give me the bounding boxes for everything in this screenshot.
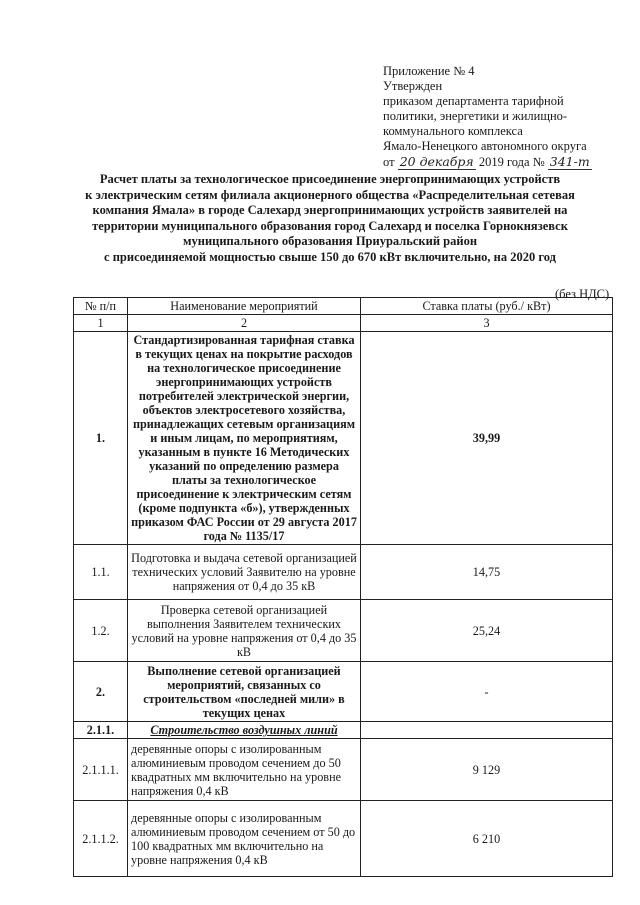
vat-note: (без НДС) bbox=[555, 287, 610, 301]
row-rate: 6 210 bbox=[361, 801, 613, 877]
approval-line: коммунального комплекса bbox=[383, 124, 523, 138]
approved-label: Утвержден bbox=[383, 79, 443, 93]
column-numbers-row bbox=[74, 315, 613, 332]
row-number: 1. bbox=[74, 332, 128, 545]
rates-table bbox=[73, 297, 613, 877]
row-number: 2.1.1. bbox=[74, 722, 128, 739]
title-line: компания Ямала» в городе Салехард энергопринимающих устройств заявителей на bbox=[92, 203, 568, 217]
header-number: № п/п bbox=[74, 298, 128, 315]
approval-line: политики, энергетики и жилищно- bbox=[383, 109, 568, 123]
row-name: Стандартизированная тарифная ставка в текущих ценах на покрытие расходов на технологическое присоединение энергопринимающих устройств потребителей электрической энергии, объектов электросетевого хозяйства, принадлежащих сетевым организациям и иным лицам, по мероприятиям, указанным в пункте 16 Методических указаний по определению размера платы за технологическое присоединение к электрическим сетям (кроме подпункта «б»), утвержденных приказом ФАС России от 29 августа 2017 года № 1135/17 bbox=[128, 332, 361, 545]
approval-line: приказом департамента тарифной bbox=[383, 94, 564, 108]
row-rate: 39,99 bbox=[361, 332, 613, 545]
table-row bbox=[74, 739, 613, 801]
document-title bbox=[60, 172, 600, 265]
title-line: Расчет платы за технологическое присоединение энергопринимающих устройств bbox=[99, 172, 561, 186]
approval-block bbox=[383, 64, 633, 170]
row-name: Проверка сетевой организацией выполнения Заявителем технических условий на уровне напряжения от 0,4 до 35 кВ bbox=[128, 600, 361, 662]
row-number: 2.1.1.1. bbox=[74, 739, 128, 801]
table-row bbox=[74, 332, 613, 545]
table-header-row bbox=[74, 298, 613, 315]
row-number: 1.2. bbox=[74, 600, 128, 662]
table-row bbox=[74, 662, 613, 722]
title-line: с присоединяемой мощностью свыше 150 до 670 кВт включительно, на 2020 год bbox=[104, 249, 556, 264]
row-name: деревянные опоры с изолированным алюминиевым проводом сечением до 50 квадратных мм включительно на уровне напряжения 0,4 кВ bbox=[128, 739, 361, 801]
table-row bbox=[74, 801, 613, 877]
appendix-number: Приложение № 4 bbox=[383, 64, 475, 78]
table-row bbox=[74, 545, 613, 600]
column-number: 3 bbox=[361, 315, 613, 332]
handwritten-date: 20 декабря bbox=[399, 154, 474, 169]
handwritten-number: 341-т bbox=[549, 154, 590, 169]
row-name: Подготовка и выдача сетевой организацией технических условий Заявителю на уровне напряжения от 0,4 до 35 кВ bbox=[128, 545, 361, 600]
approval-line: Ямало-Ненецкого автономного округа bbox=[383, 139, 587, 153]
title-line: территории муниципального образования город Салехард и поселка Горнокнязевск bbox=[92, 218, 568, 233]
row-rate: 9 129 bbox=[361, 739, 613, 801]
column-number: 1 bbox=[74, 315, 128, 332]
column-number: 2 bbox=[128, 315, 361, 332]
row-number: 1.1. bbox=[74, 545, 128, 600]
row-number: 2.1.1.2. bbox=[74, 801, 128, 877]
row-rate: 14,75 bbox=[361, 545, 613, 600]
row-name: деревянные опоры с изолированным алюминиевым проводом сечением от 50 до 100 квадратных мм включительно на уровне напряжения 0,4 кВ bbox=[128, 801, 361, 877]
row-rate: 25,24 bbox=[361, 600, 613, 662]
row-number: 2. bbox=[74, 662, 128, 722]
row-rate: - bbox=[361, 662, 613, 722]
title-line: муниципального образования Приуральский район bbox=[182, 234, 478, 248]
date-prefix: от bbox=[383, 155, 395, 169]
header-rate: Ставка платы (руб./ кВт) bbox=[361, 298, 613, 315]
table-row bbox=[74, 600, 613, 662]
row-name: Выполнение сетевой организацией мероприятий, связанных со строительством «последней мили» в текущих ценах bbox=[128, 662, 361, 722]
row-rate bbox=[361, 722, 613, 739]
year-text: 2019 года № bbox=[478, 155, 545, 169]
table-row bbox=[74, 722, 613, 739]
title-line: к электрическим сетям филиала акционерного общества «Распределительная сетевая bbox=[85, 187, 575, 202]
header-name: Наименование мероприятий bbox=[128, 298, 361, 315]
approval-date-line bbox=[383, 154, 633, 170]
row-name: Строительство воздушных линий bbox=[128, 722, 361, 739]
